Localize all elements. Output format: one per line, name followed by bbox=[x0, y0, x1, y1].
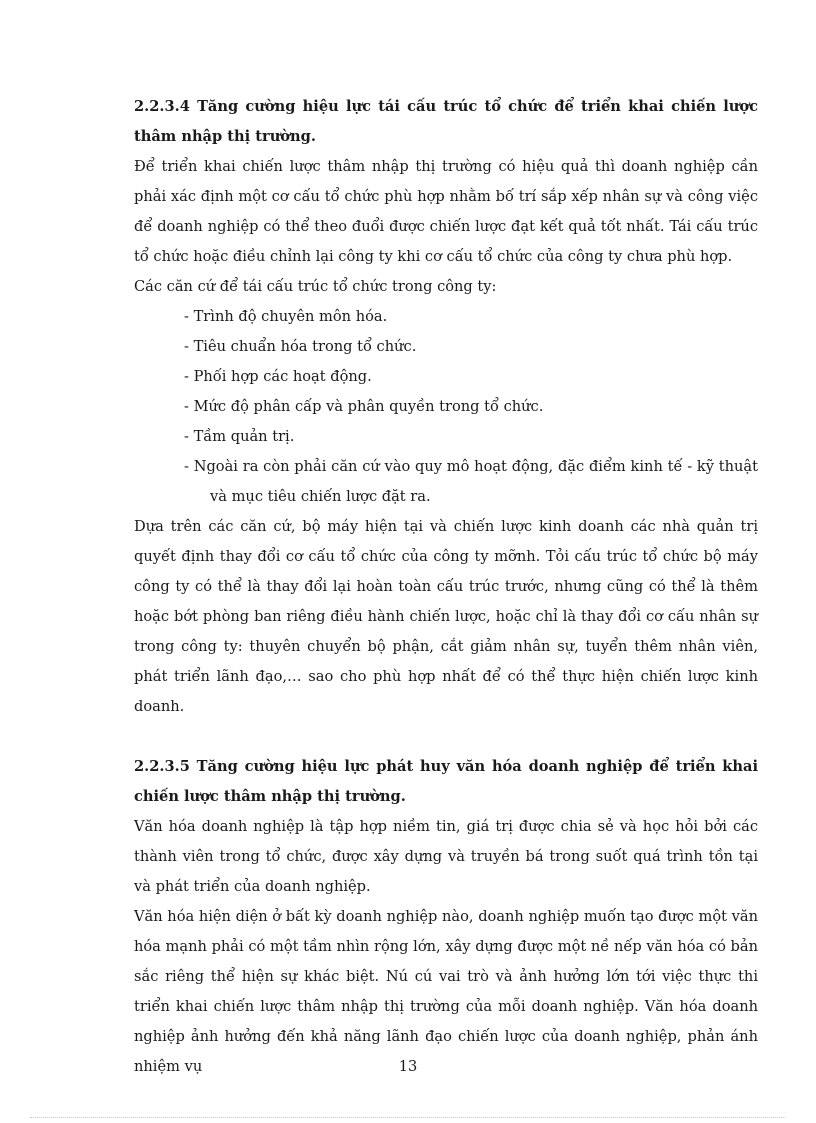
list-item: - Phối hợp các hoạt động. bbox=[184, 368, 372, 385]
section-heading-2-2-3-4: 2.2.3.4 Tăng cường hiệu lực tái cấu trúc tổ chức để triển khai chiến lược thâm nhập thị trường. bbox=[134, 98, 758, 145]
culture-role-paragraph: Văn hóa hiện diện ở bất kỳ doanh nghiệp nào, doanh nghiệp muốn tạo được một văn hóa mạnh phải có một tầm nhìn rộng lớn, xây dựng được một nề nếp văn hóa có bản sắc riêng thể hiện sự khác biệt. Nú cú vai trò và ảnh hưởng lớn tới việc thực thi triển khai chiến lược thâm nhập thị trường của mỗi doanh nghiệp. Văn hóa doanh nghiệp ảnh hưởng đến khả năng lãnh đạo chiến lược của doanh nghiệp, phản ánh nhiệm vụ bbox=[134, 908, 758, 1075]
section-intro-paragraph: Để triển khai chiến lược thâm nhập thị trường có hiệu quả thì doanh nghiệp cần phải xác định một cơ cấu tổ chức phù hợp nhằm bố trí sắp xếp nhân sự và công việc để doanh nghiệp có thể theo đuổi được chiến lược đạt kết quả tốt nhất. Tái cấu trúc tổ chức hoặc điều chỉnh lại công ty khi cơ cấu tổ chức của công ty chưa phù hợp. bbox=[134, 158, 758, 265]
section-heading-2-2-3-5: 2.2.3.5 Tăng cường hiệu lực phát huy văn hóa doanh nghiệp để triển khai chiến lược thâm nhập thị trường. bbox=[134, 758, 758, 805]
document-page bbox=[134, 92, 758, 1082]
list-item: - Trình độ chuyên môn hóa. bbox=[184, 308, 388, 325]
list-item: - Ngoài ra còn phải căn cứ vào quy mô hoạt động, đặc điểm kinh tế - kỹ thuật và mục tiêu chiến lược đặt ra. bbox=[184, 458, 758, 505]
section-spacer bbox=[134, 722, 758, 752]
list-item: - Tiêu chuẩn hóa trong tổ chức. bbox=[184, 338, 417, 355]
page-number: 13 bbox=[398, 1058, 418, 1075]
list-lead-text: Các căn cứ để tái cấu trúc tổ chức trong công ty: bbox=[134, 278, 497, 295]
culture-definition-paragraph: Văn hóa doanh nghiệp là tập hợp niềm tin, giá trị được chia sẻ và học hỏi bởi các thành viên trong tổ chức, được xây dựng và truyền bá trong suốt quá trình tồn tại và phát triển của doanh nghiệp. bbox=[134, 818, 758, 895]
conclusion-paragraph: Dựa trên các căn cứ, bộ máy hiện tại và chiến lược kinh doanh các nhà quản trị quyết định thay đổi cơ cấu tổ chức của công ty mỡnh. Tỏi cấu trúc tổ chức bộ máy công ty có thể là thay đổi lại hoàn toàn cấu trúc trước, nhưng cũng có thể là thêm hoặc bớt phòng ban riêng điều hành chiến lược, hoặc chỉ là thay đổi cơ cấu nhân sự trong công ty: thuyên chuyển bộ phận, cắt giảm nhân sự, tuyển thêm nhân viên, phát triển lãnh đạo,… sao cho phù hợp nhất để có thể thực hiện chiến lược kinh doanh. bbox=[134, 518, 758, 715]
criteria-list bbox=[134, 302, 758, 512]
list-item: - Tầm quản trị. bbox=[184, 428, 295, 445]
list-item: - Mức độ phân cấp và phân quyền trong tổ chức. bbox=[184, 398, 544, 415]
page-bottom-divider bbox=[30, 1117, 786, 1118]
